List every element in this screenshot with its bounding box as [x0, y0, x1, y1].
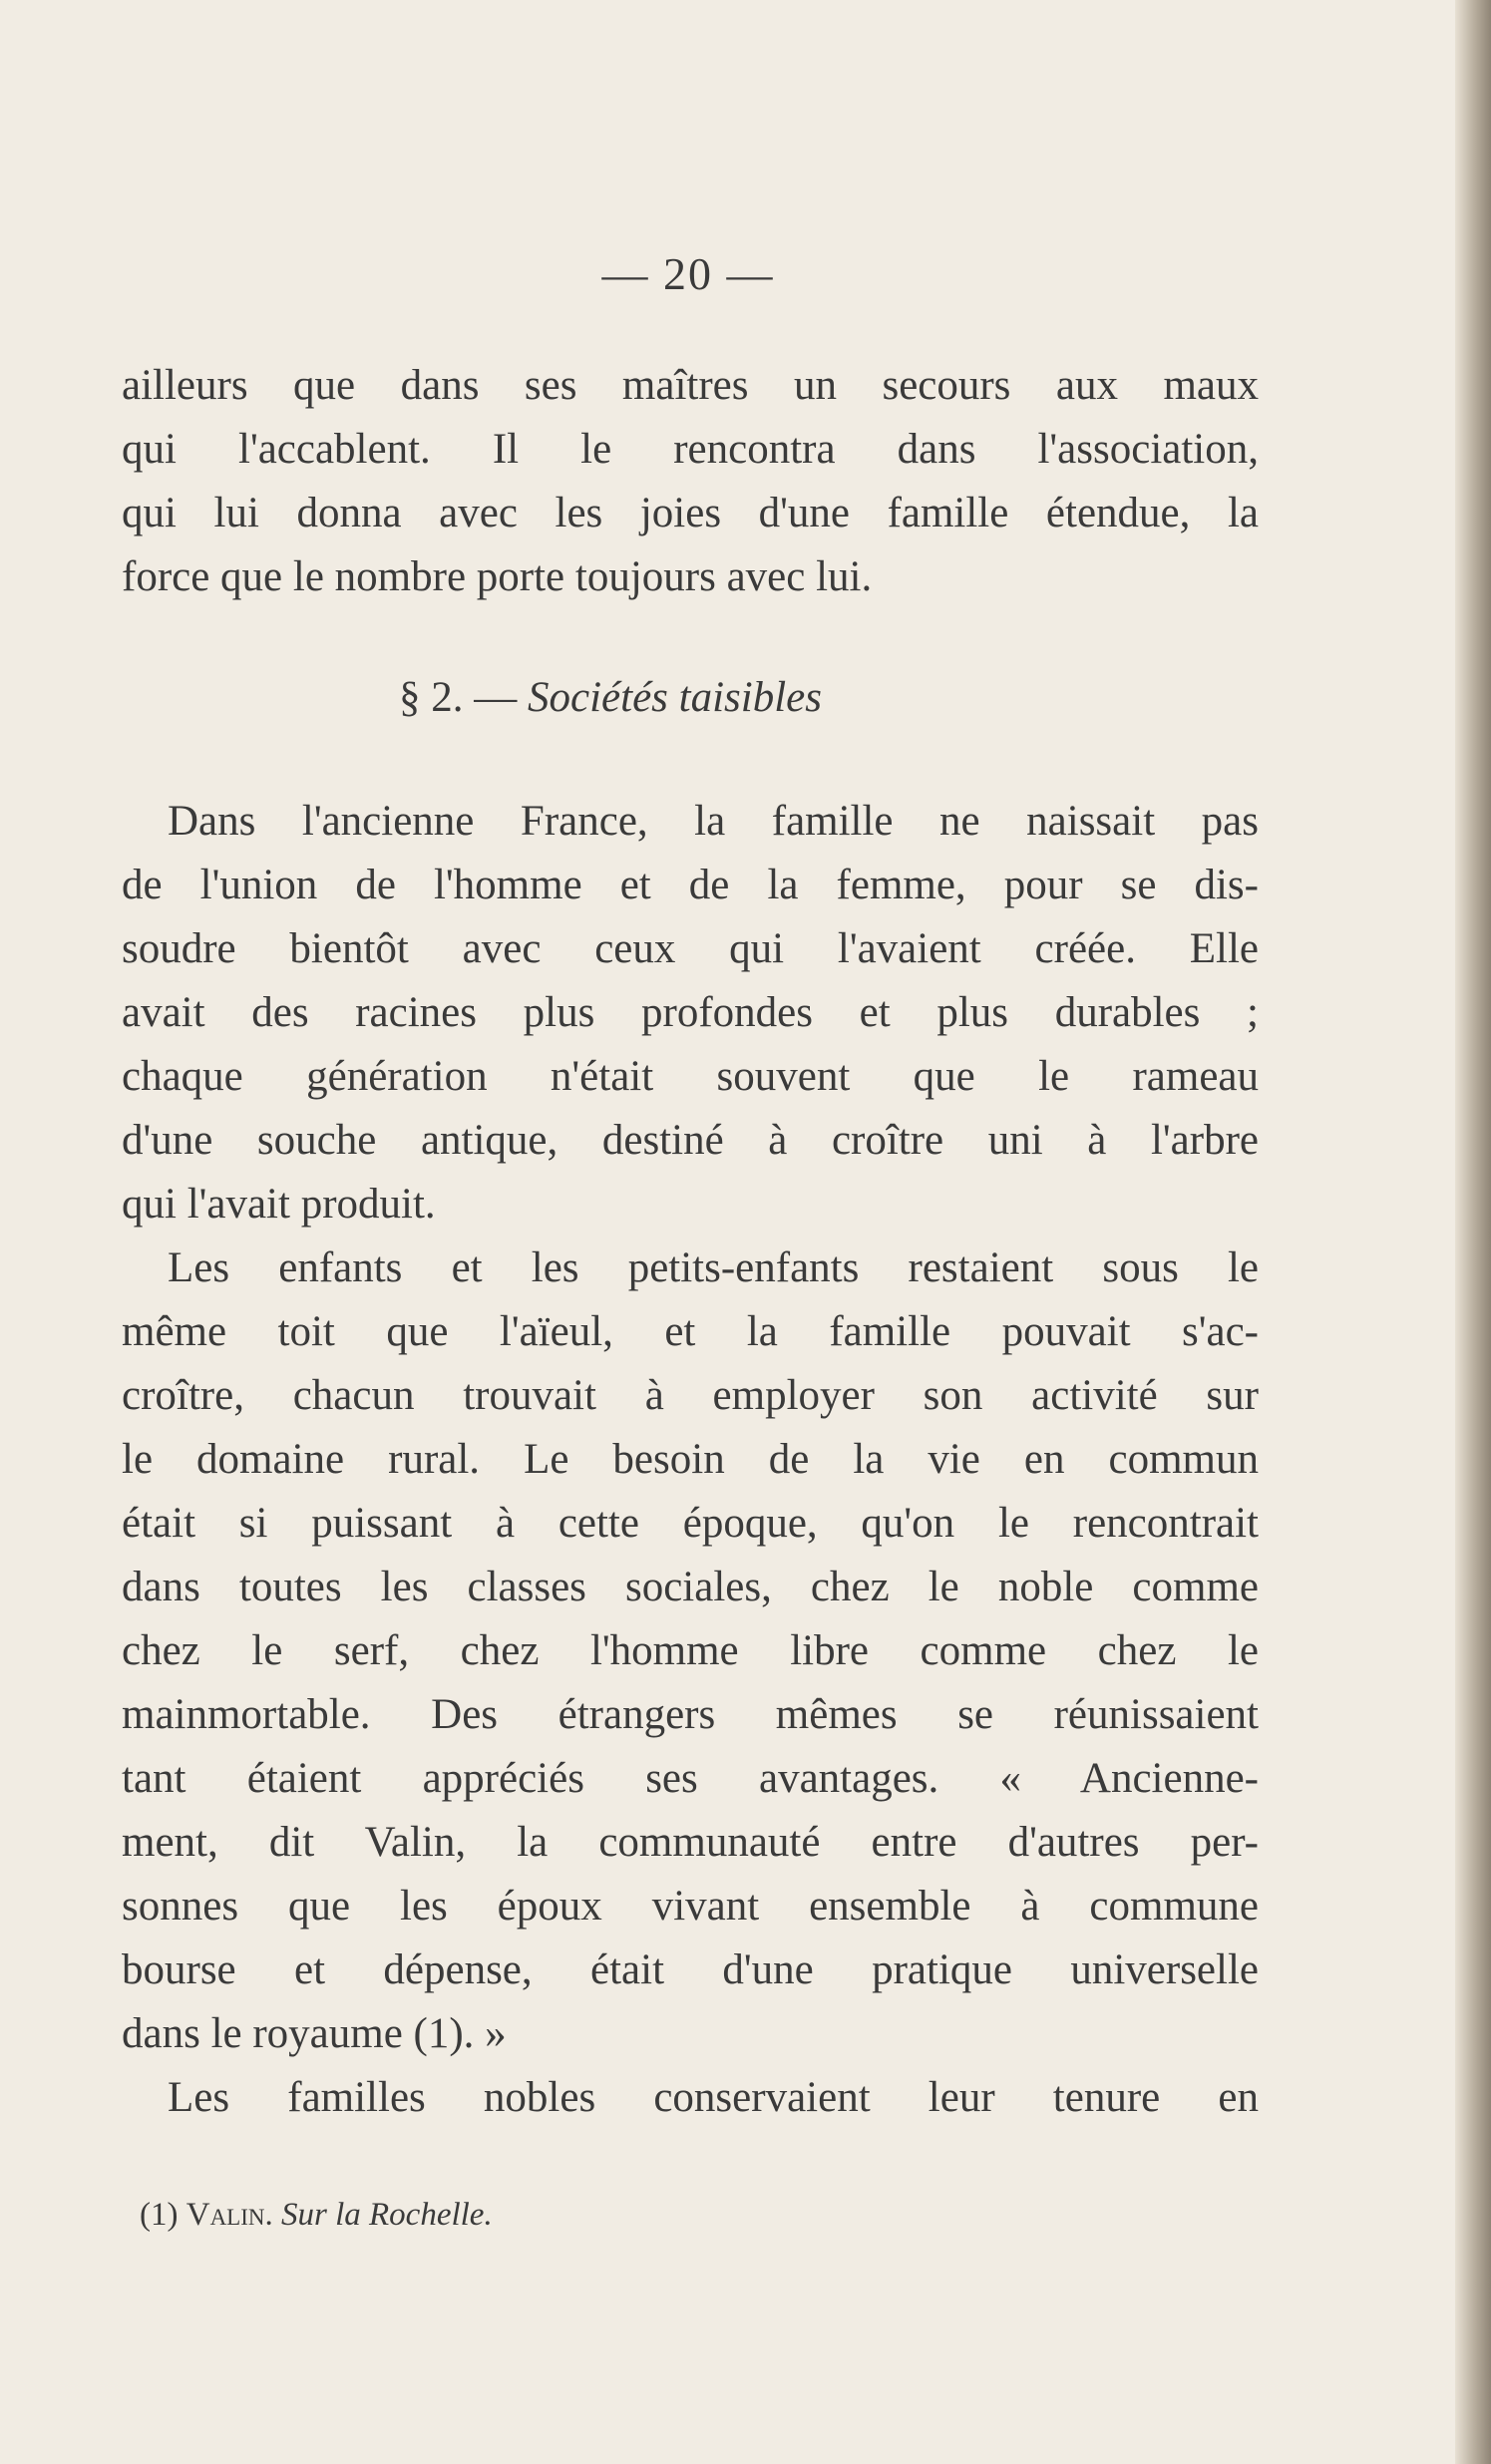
- text-line: avait des racines plus profondes et plus durables ;: [122, 989, 1259, 1036]
- section-number: § 2. —: [399, 674, 518, 721]
- text-line: croître, chacun trouvait à employer son activité sur: [122, 1372, 1259, 1419]
- text-line: sonnes que les époux vivant ensemble à commune: [122, 1883, 1259, 1930]
- text-line: Les familles nobles conservaient leur tenure en: [168, 2074, 1259, 2121]
- text-line: d'une souche antique, destiné à croître uni à l'arbre: [122, 1117, 1259, 1164]
- footnote: [140, 2190, 493, 2240]
- text-line: Les enfants et les petits-enfants restaient sous le: [168, 1244, 1259, 1291]
- text-line: dans toutes les classes sociales, chez le noble comme: [122, 1564, 1259, 1610]
- text-line: ment, dit Valin, la communauté entre d'autres per-: [122, 1819, 1259, 1866]
- text-line: qui lui donna avec les joies d'une famille étendue, la: [122, 490, 1259, 536]
- text-line: ailleurs que dans ses maîtres un secours aux maux: [122, 362, 1259, 409]
- text-line: qui l'accablent. Il le rencontra dans l'association,: [122, 426, 1259, 473]
- text-line: mainmortable. Des étrangers mêmes se réunissaient: [122, 1691, 1259, 1738]
- text-line: même toit que l'aïeul, et la famille pouvait s'ac-: [122, 1308, 1259, 1355]
- footnote-work: Sur la Rochelle.: [281, 2197, 493, 2233]
- text-line: bourse et dépense, était d'une pratique universelle: [122, 1946, 1259, 1993]
- text-line: le domaine rural. Le besoin de la vie en commun: [122, 1436, 1259, 1483]
- text-line: soudre bientôt avec ceux qui l'avaient créée. Elle: [122, 925, 1259, 972]
- text-line: qui l'avait produit.: [122, 1181, 436, 1228]
- page-number: — 20 —: [601, 248, 775, 299]
- footnote-author: Valin.: [186, 2197, 273, 2233]
- text-line: chez le serf, chez l'homme libre comme chez le: [122, 1627, 1259, 1674]
- text-line: de l'union de l'homme et de la femme, pour se dis-: [122, 862, 1259, 908]
- text-line: dans le royaume (1). »: [122, 2010, 507, 2057]
- text-line: Dans l'ancienne France, la famille ne naissait pas: [168, 798, 1259, 845]
- footnote-marker: (1): [140, 2197, 179, 2233]
- text-line: tant étaient appréciés ses avantages. « Ancienne-: [122, 1755, 1259, 1802]
- text-line: était si puissant à cette époque, qu'on le rencontrait: [122, 1500, 1259, 1547]
- page-edge-shadow: [1455, 0, 1491, 2464]
- text-line: chaque génération n'était souvent que le rameau: [122, 1053, 1259, 1100]
- text-line: force que le nombre porte toujours avec lui.: [122, 553, 873, 600]
- section-heading: [399, 666, 822, 730]
- section-title: Sociétés taisibles: [528, 674, 822, 721]
